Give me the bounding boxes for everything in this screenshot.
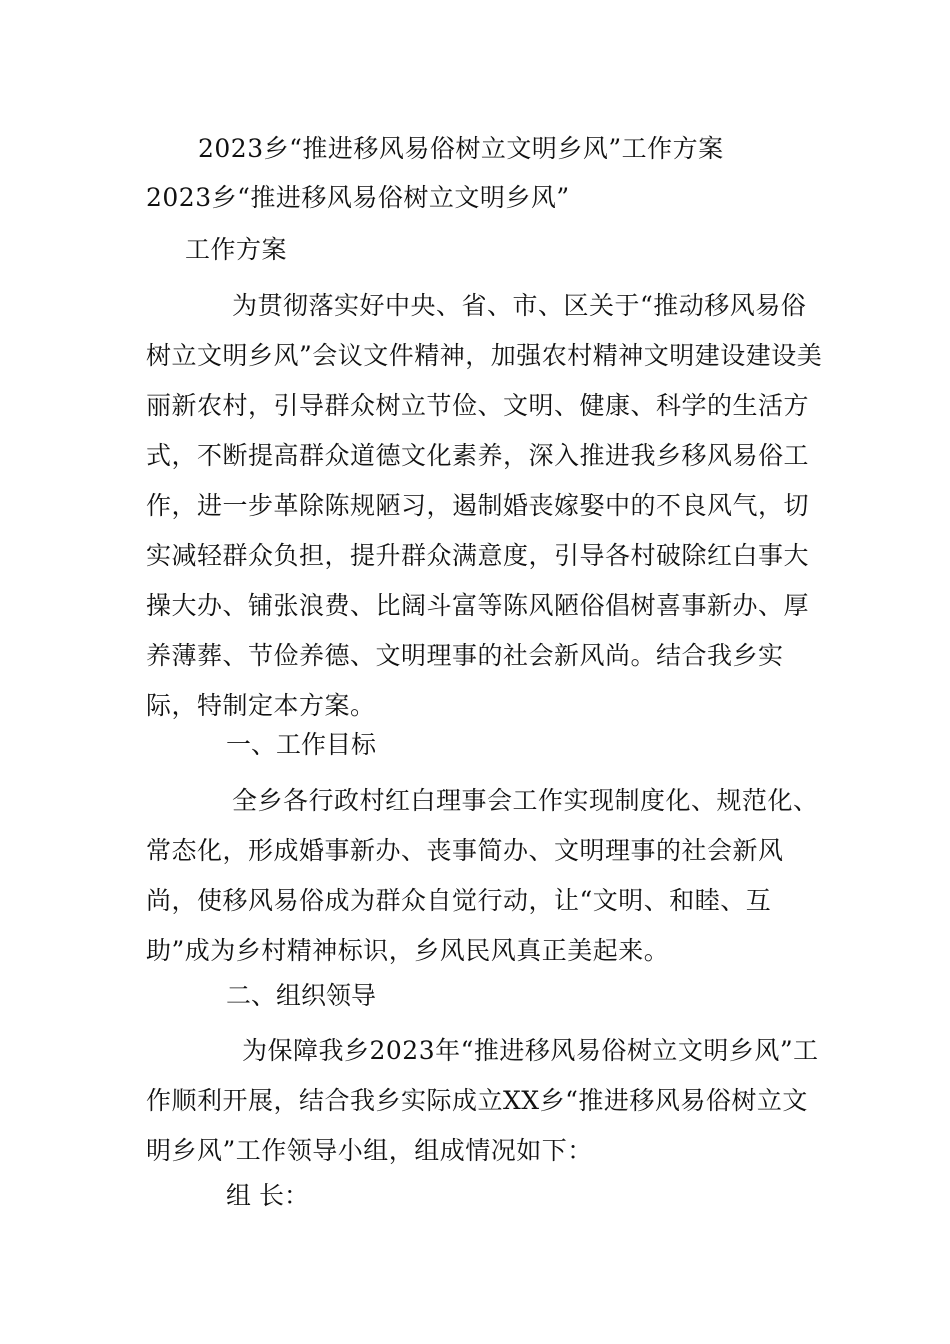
document-subtitle-second-line: 工作方案 — [185, 235, 288, 264]
intro-paragraph: 为贯彻落实好中央、省、市、区关于“推动移风易俗树立文明乡风”会议文件精神，加强农村精神文明建设建设美丽新农村，引导群众树立节俭、文明、健康、科学的生活方式，不断提高群众道德文化素养，深入推进我乡移风易俗工作，进一步革除陈规陋习，遏制婚丧嫁娶中的不良风气，切实减轻群众负担，提升群众满意度，引导各村破除红白事大操大办、铺张浪费、比阔斗富等陈风陋俗倡树喜事新办、厚养薄葬、节俭养德、文明理事的社会新风尚。结合我乡实际，特制定本方案。 — [146, 291, 823, 720]
section-heading-organization: 二、组织领导 — [226, 981, 377, 1010]
section-heading-goals: 一、工作目标 — [226, 730, 377, 759]
leader-label: 组 长： — [226, 1181, 309, 1210]
document-title: 2023乡“推进移风易俗树立文明乡风”工作方案 — [198, 134, 724, 163]
document-subtitle: 2023乡“推进移风易俗树立文明乡风” — [146, 183, 570, 212]
organization-paragraph: 为保障我乡2023年“推进移风易俗树立文明乡风”工作顺利开展，结合我乡实际成立XX乡“推进移风易俗树立文明乡风”工作领导小组，组成情况如下： — [146, 1036, 819, 1165]
goals-paragraph: 全乡各行政村红白理事会工作实现制度化、规范化、常态化，形成婚事新办、丧事简办、文明理事的社会新风尚，使移风易俗成为群众自觉行动，让“文明、和睦、互助”成为乡村精神标识，乡风民风真正美起来。 — [146, 786, 819, 965]
